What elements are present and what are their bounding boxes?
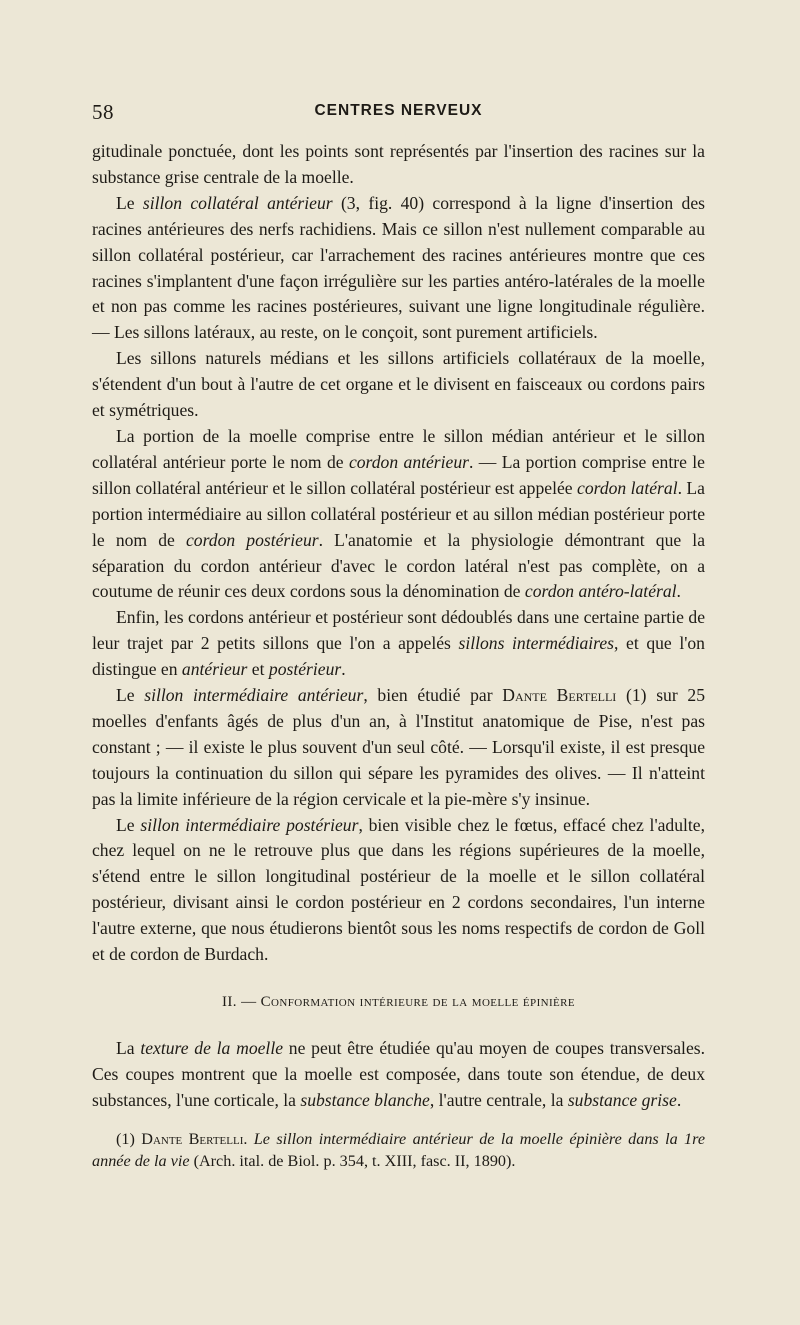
paragraph-6	[92, 683, 705, 813]
footnote	[92, 1128, 705, 1172]
text-run: , l'autre centrale, la	[429, 1089, 568, 1110]
text-run: . — La portion comprise entre le sillon collatéral antérieur et le sillon collatéral postérieur est appelée	[92, 451, 705, 498]
text-run: La portion de la moelle comprise entre le sillon médian antérieur et le sillon collatéral antérieur porte le nom de	[92, 425, 705, 472]
footnote-author: Dante Bertelli	[141, 1129, 244, 1148]
header-title: CENTRES NERVEUX	[314, 102, 483, 119]
italic-term: cordon antérieur	[348, 451, 469, 472]
italic-term: sillons intermédiaires	[458, 633, 615, 654]
italic-term: cordon antéro-latéral	[524, 581, 677, 602]
italic-term: postérieur	[268, 659, 342, 680]
italic-term: cordon postérieur	[185, 529, 319, 550]
italic-term: cordon latéral	[577, 477, 678, 498]
paragraph-4	[92, 424, 705, 605]
italic-term: substance grise	[567, 1089, 677, 1110]
paragraph-2	[92, 191, 705, 346]
text-run: ne peut être étudiée qu'au moyen de coupes transversales. Ces coupes montrent que la moelle est composée, dans toute son étendue, de deux substances, l'une corticale, la	[92, 1037, 705, 1110]
italic-term: texture de la moelle	[140, 1037, 284, 1058]
text-run: Le	[116, 814, 141, 835]
italic-term: antérieur	[181, 659, 248, 680]
text-run: (Arch. ital. de Biol. p. 354, t. XIII, fasc. II, 1890).	[189, 1151, 516, 1170]
italic-term: sillon collatéral antérieur	[142, 192, 333, 213]
text-run: . La portion intermédiaire au sillon collatéral postérieur et au sillon médian postérieur porte le nom de	[92, 477, 705, 550]
footnote-title: Le sillon intermédiaire antérieur de la moelle épinière dans la 1re année de la vie	[92, 1129, 706, 1170]
paragraph-3: Les sillons naturels médians et les sillons artificiels collatéraux de la moelle, s'étendent d'un bout à l'autre de cet organe et le divisent en faisceaux ou cordons pairs et symétriques.	[92, 348, 705, 421]
page-number: 58	[92, 100, 114, 124]
italic-term: substance blanche	[300, 1089, 430, 1110]
paragraph-1: gitudinale ponctuée, dont les points sont représentés par l'insertion des racines sur la substance grise centrale de la moelle.	[92, 141, 705, 187]
author-name: Dante Bertelli	[502, 685, 617, 706]
text-run: . L'anatomie et la physiologie démontrant que la séparation du cordon antérieur d'avec le cordon latéral n'est pas complète, on a coutume de réunir ces deux cordons sous la dénomination de	[92, 529, 705, 602]
italic-term: sillon intermédiaire antérieur	[144, 685, 364, 706]
text-run: La	[116, 1037, 141, 1058]
body-text	[92, 139, 705, 1172]
text-run: (3, fig. 40) correspond à la ligne d'insertion des racines antérieures des nerfs rachidiens. Mais ce sillon n'est nullement comparable au sillon collatéral postérieur, car l'arrachement des racines antérieures montre que ces racines s'implantent d'une façon irrégulière sur les parties antéro-latérales de la moelle et non pas comme les racines postérieures, suivant une ligne longitudinale régulière. — Les sillons latéraux, au reste, on le conçoit, sont purement artificiels.	[92, 192, 705, 343]
text-run: (1) sur 25 moelles d'enfants âgés de plus d'un an, à l'Institut anatomique de Pise, n'est pas constant ; — il existe le plus souvent d'un seul côté. — Lorsqu'il existe, il est presque toujours la continuation du sillon qui sépare les pyramides des olives. — Il n'atteint pas la limite inférieure de la région cervicale et la pie-mère s'y insinue.	[92, 685, 705, 809]
text-run: , bien étudié par	[363, 685, 503, 706]
text-run: et	[247, 659, 269, 680]
text-run: Enfin, les cordons antérieur et postérieur sont dédoublés dans une certaine partie de leur trajet par 2 petits sillons que l'on a appelés	[92, 607, 705, 654]
text-run: .	[676, 1089, 682, 1110]
paragraph-8	[92, 1036, 705, 1114]
text-run: .	[341, 659, 346, 680]
text-run: , bien visible chez le fœtus, effacé chez l'adulte, chez lequel on ne le retrouve plus que dans les régions supérieures de la moelle, s'étend entre le sillon longitudinal postérieur de la moelle et le sillon collatéral postérieur, divisant ainsi le cordon postérieur en 2 cordons secondaires, l'un interne l'autre externe, que nous étudierons bientôt sous les noms respectifs de cordon de Goll et de cordon de Burdach.	[92, 814, 705, 965]
text-run: .	[676, 581, 681, 602]
text-run: , et que l'on distingue en	[92, 633, 705, 680]
running-head	[92, 100, 705, 124]
paragraph-5	[92, 605, 705, 683]
section-heading: II. — Conformation intérieure de la moelle épinière	[221, 994, 576, 1010]
footnote-marker: (1)	[116, 1129, 142, 1148]
text-run: Le	[116, 192, 143, 213]
paragraph-7	[92, 813, 705, 968]
text-run: Le	[116, 685, 145, 706]
italic-term: sillon intermédiaire postérieur	[140, 814, 359, 835]
text-run: .	[243, 1129, 254, 1148]
